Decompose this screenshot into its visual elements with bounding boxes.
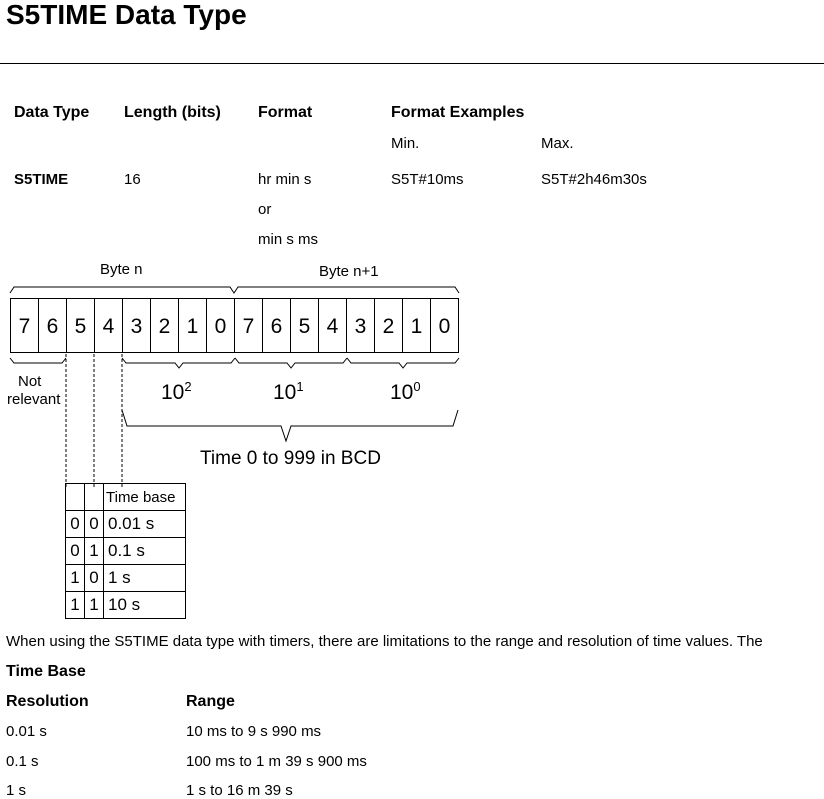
cell-format-or: or (258, 201, 272, 218)
table-cell: 1 (66, 592, 85, 619)
table-cell (85, 484, 104, 511)
table-cell: 0.1 s (104, 538, 186, 565)
bit-cell: 7 (10, 298, 39, 353)
page-title: S5TIME Data Type (6, 0, 247, 30)
table-cell: 0 (85, 511, 104, 538)
table-row (66, 538, 186, 565)
table-cell: 0 (85, 565, 104, 592)
time-base-header: Time base (104, 484, 186, 511)
bit-cell: 0 (430, 298, 459, 353)
resolution-value: 0.01 s (6, 723, 47, 740)
table-cell: 1 (85, 592, 104, 619)
header-length: Length (bits) (124, 104, 221, 121)
cell-format-2: min s ms (258, 231, 318, 248)
bit-cell: 4 (318, 298, 347, 353)
col-resolution: Resolution (6, 693, 89, 710)
bit-cell: 0 (206, 298, 235, 353)
power-10-2: $10^2$ (161, 379, 192, 404)
table-row (66, 511, 186, 538)
bit-cell: 5 (290, 298, 319, 353)
table-row (66, 484, 186, 511)
time-base-table (65, 483, 186, 619)
bit-cell: 3 (346, 298, 375, 353)
bit-cell: 6 (38, 298, 67, 353)
header-format-examples: Format Examples (391, 104, 525, 121)
resolution-value: 0.1 s (6, 753, 39, 770)
bit-cell: 1 (178, 298, 207, 353)
table-cell: 1 s (104, 565, 186, 592)
bit-cell: 2 (374, 298, 403, 353)
table-cell: 1 (66, 565, 85, 592)
table-cell: 0 (66, 538, 85, 565)
time-base-heading: Time Base (6, 663, 86, 680)
bit-cell: 2 (150, 298, 179, 353)
range-value: 10 ms to 9 s 990 ms (186, 723, 322, 740)
table-row (66, 565, 186, 592)
resolution-value: 1 s (6, 782, 27, 799)
range-value: 1 s to 16 m 39 s (186, 782, 293, 799)
bit-cell: 3 (122, 298, 151, 353)
bit-cell: 1 (402, 298, 431, 353)
cell-min: S5T#10ms (391, 171, 464, 188)
s5time-bit-diagram (0, 255, 470, 625)
not-relevant-label-2: relevant (7, 391, 61, 408)
cell-data-type: S5TIME (14, 171, 69, 188)
table-cell: 1 (85, 538, 104, 565)
not-relevant-label-1: Not (18, 373, 42, 390)
bit-cell: 4 (94, 298, 123, 353)
byte-n-label: Byte n (100, 261, 143, 278)
header-max: Max. (541, 135, 574, 152)
range-value: 100 ms to 1 m 39 s 900 ms (186, 753, 367, 770)
bit-cell: 6 (262, 298, 291, 353)
table-cell (66, 484, 85, 511)
cell-max: S5T#2h46m30s (541, 171, 647, 188)
intro-paragraph: When using the S5TIME data type with timers, there are limitations to the range and resolution of time values. The (6, 633, 763, 650)
power-10-0: $10^0$ (390, 379, 421, 404)
title-divider (0, 63, 824, 64)
table-cell: 0.01 s (104, 511, 186, 538)
table-cell: 10 s (104, 592, 186, 619)
cell-format-1: hr min s (258, 171, 312, 188)
table-cell: 0 (66, 511, 85, 538)
bcd-label: Time 0 to 999 in BCD (200, 448, 381, 469)
header-min: Min. (391, 135, 420, 152)
header-format: Format (258, 104, 313, 121)
power-10-1: $10^1$ (273, 379, 304, 404)
bit-cell: 5 (66, 298, 95, 353)
table-row (66, 592, 186, 619)
col-range: Range (186, 693, 235, 710)
header-data-type: Data Type (14, 104, 90, 121)
cell-length: 16 (124, 171, 141, 188)
bit-cell: 7 (234, 298, 263, 353)
byte-n1-label: Byte n+1 (319, 263, 379, 280)
